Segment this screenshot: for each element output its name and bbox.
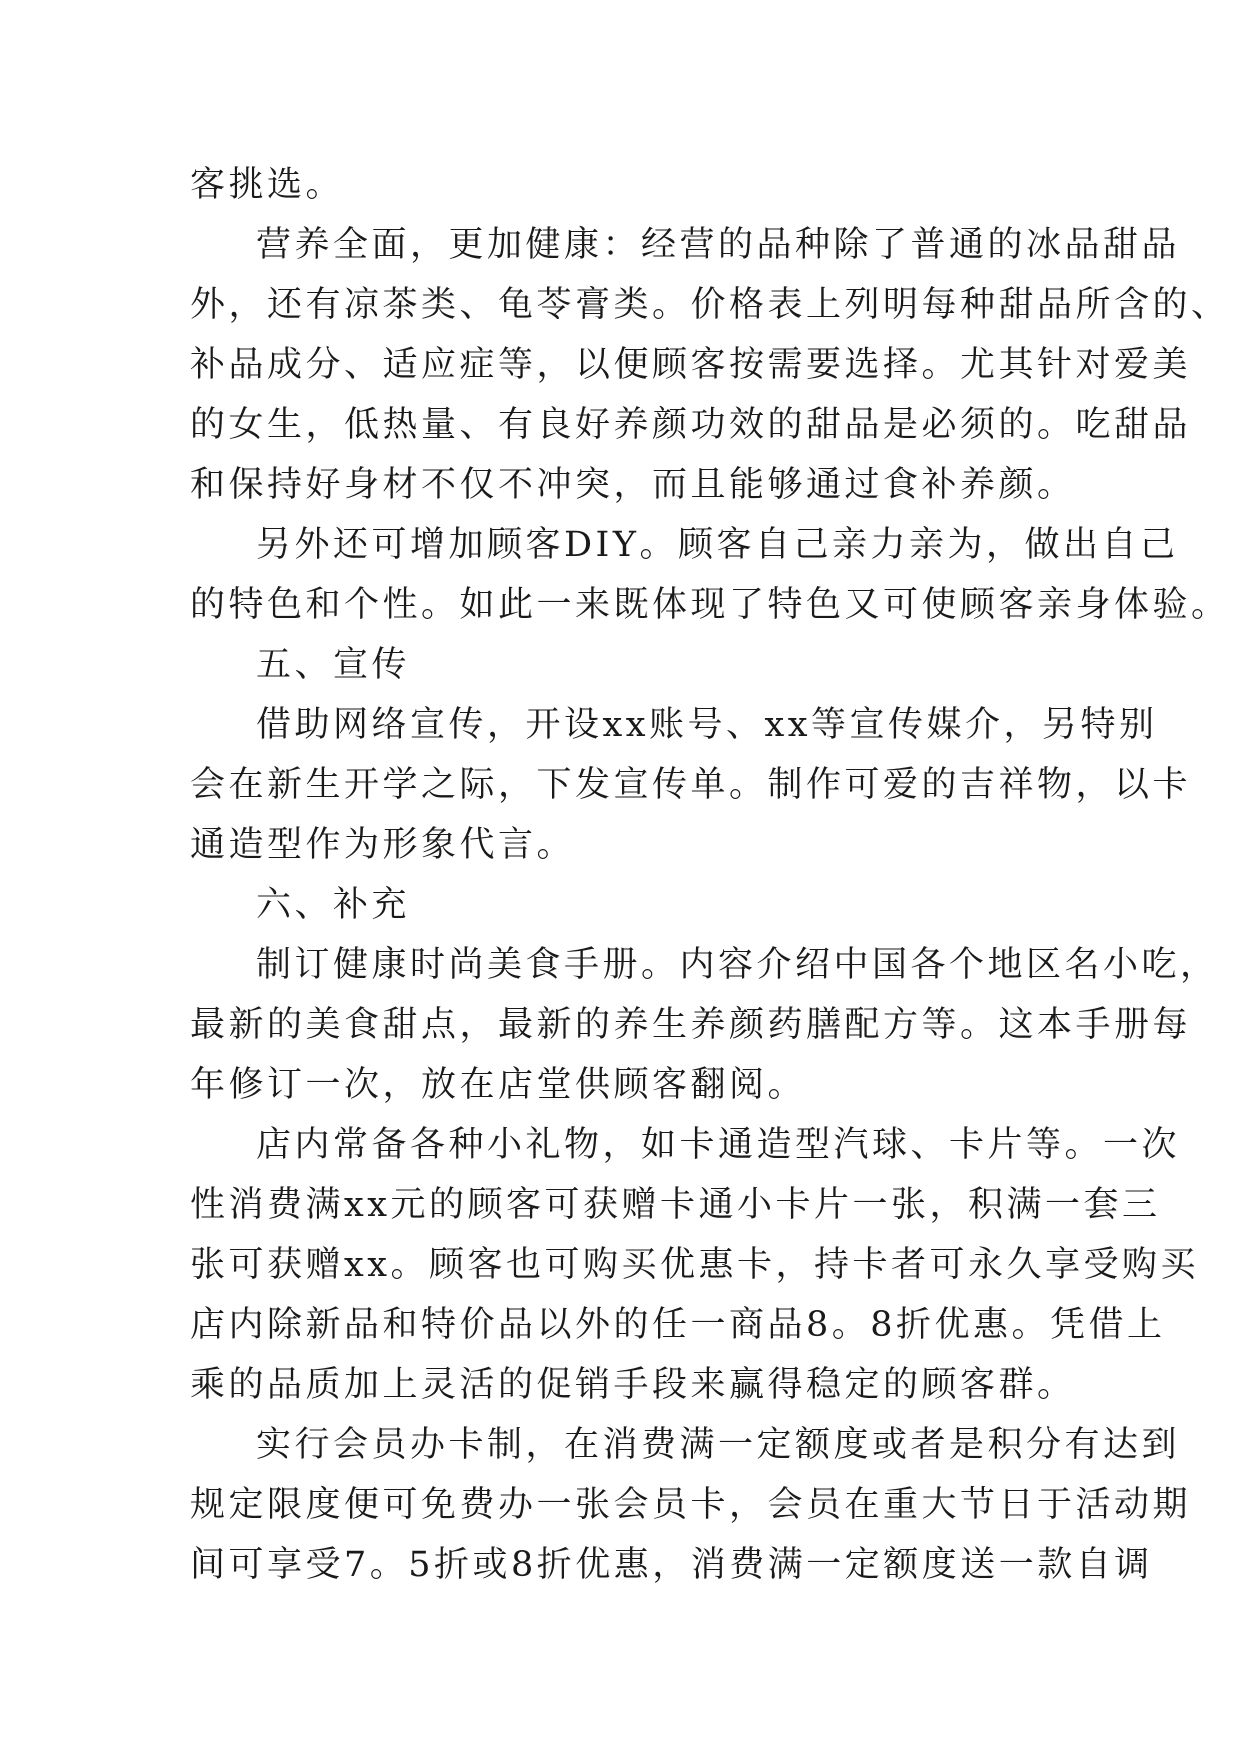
text-line-19: 张可获赠xx。顾客也可购买优惠卡，持卡者可永久享受购买: [190, 1245, 1199, 1285]
text-line-15: 最新的美食甜点，最新的养生养颜药膳配方等。这本手册每: [190, 1005, 1192, 1045]
text-line-20: 店内除新品和特价品以外的任一商品8。8折优惠。凭借上: [190, 1305, 1166, 1345]
text-line-1: 客挑选。: [190, 165, 345, 205]
text-line-17: 店内常备各种小礼物，如卡通造型汽球、卡片等。一次: [256, 1125, 1181, 1165]
text-line-22: 实行会员办卡制，在消费满一定额度或者是积分有达到: [256, 1425, 1181, 1465]
text-line-12: 通造型作为形象代言。: [190, 825, 576, 865]
section-heading-publicity: 五、宣传: [256, 645, 411, 685]
document-body: [190, 155, 1230, 1595]
text-line-6: 和保持好身材不仅不冲突，而且能够通过食补养颜。: [190, 465, 1076, 505]
text-line-8: 的特色和个性。如此一来既体现了特色又可使顾客亲身体验。: [190, 585, 1230, 625]
section-heading-supplement: 六、补充: [256, 885, 411, 925]
text-line-14: 制订健康时尚美食手册。内容介绍中国各个地区名小吃，: [256, 945, 1219, 985]
text-line-5: 的女生，低热量、有良好养颜功效的甜品是必须的。吃甜品: [190, 405, 1192, 445]
text-line-3: 外，还有凉茶类、龟苓膏类。价格表上列明每种甜品所含的、: [190, 285, 1230, 325]
text-line-11: 会在新生开学之际，下发宣传单。制作可爱的吉祥物，以卡: [190, 765, 1192, 805]
text-line-16: 年修订一次，放在店堂供顾客翻阅。: [190, 1065, 807, 1105]
text-line-18: 性消费满xx元的顾客可获赠卡通小卡片一张，积满一套三: [190, 1185, 1161, 1225]
text-line-21: 乘的品质加上灵活的促销手段来赢得稳定的顾客群。: [190, 1365, 1076, 1405]
text-line-23: 规定限度便可免费办一张会员卡，会员在重大节日于活动期: [190, 1485, 1192, 1525]
text-line-24: 间可享受7。5折或8折优惠，消费满一定额度送一款自调: [190, 1545, 1153, 1585]
text-line-7: 另外还可增加顾客DIY。顾客自己亲力亲为，做出自己: [256, 525, 1179, 565]
text-line-2: 营养全面，更加健康：经营的品种除了普通的冰品甜品: [256, 225, 1181, 265]
text-line-10: 借助网络宣传，开设xx账号、xx等宣传媒介，另特别: [256, 705, 1158, 745]
text-line-4: 补品成分、适应症等，以便顾客按需要选择。尤其针对爱美: [190, 345, 1192, 385]
